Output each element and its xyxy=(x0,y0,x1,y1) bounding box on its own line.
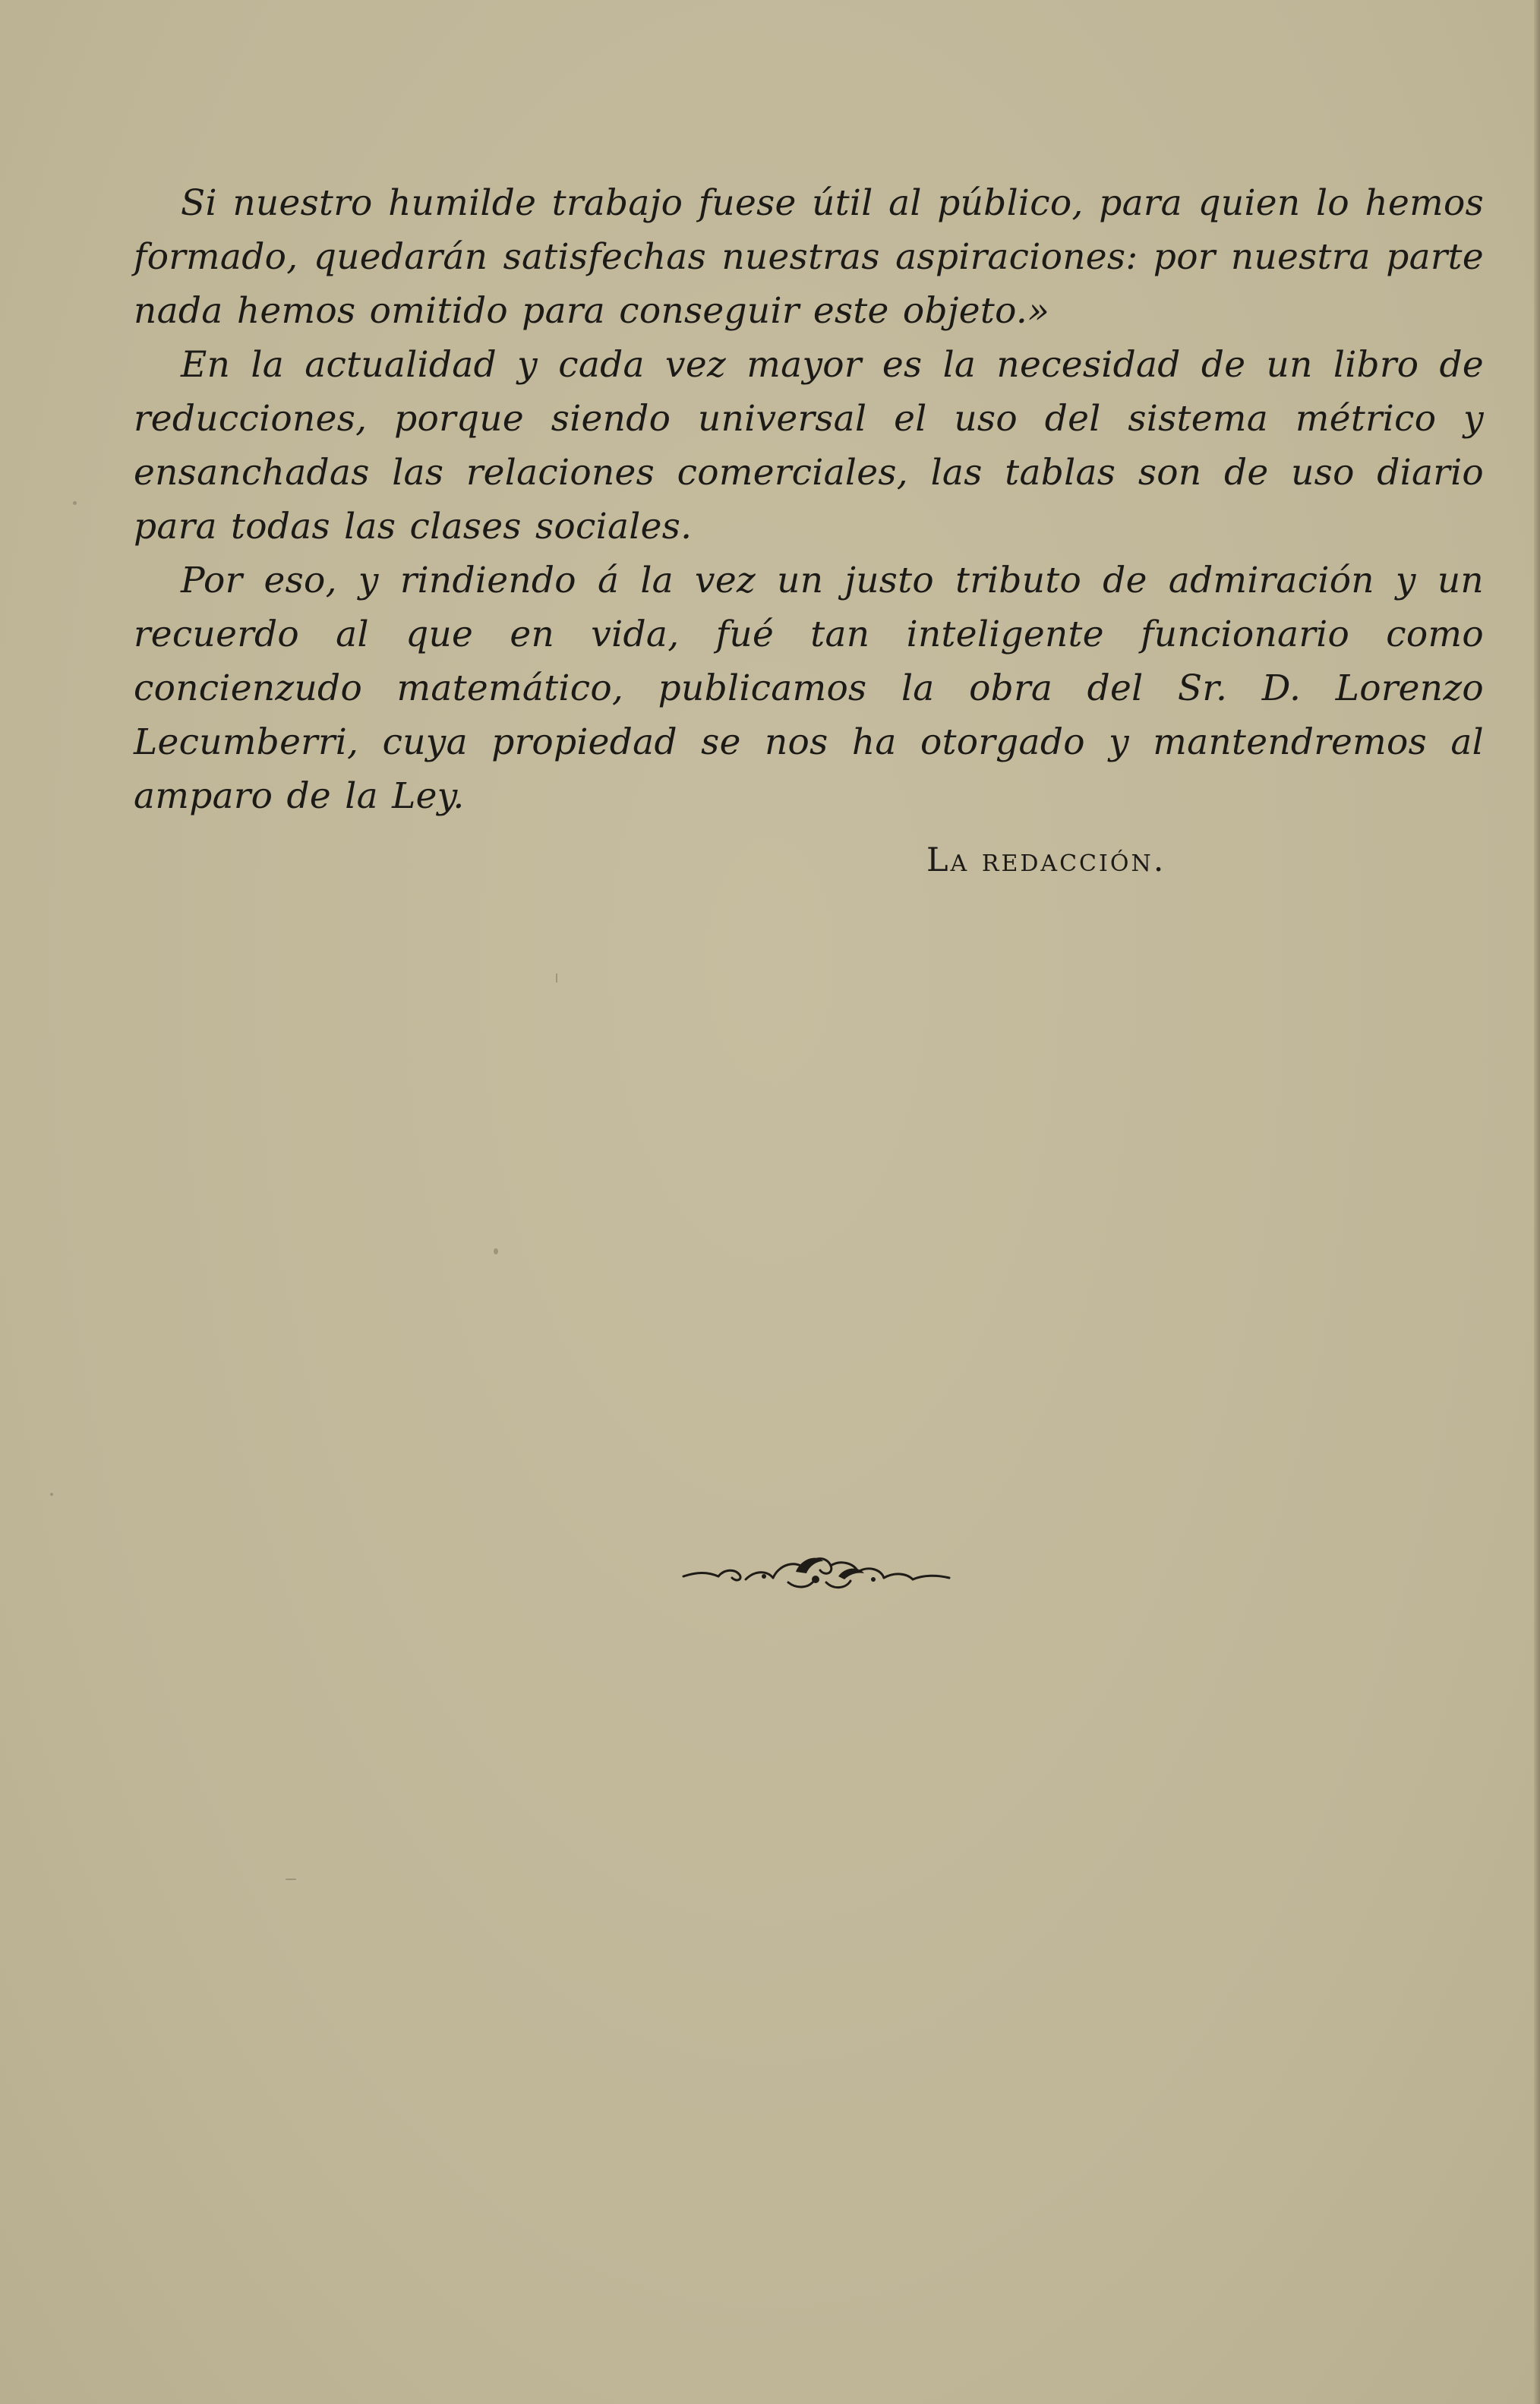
paper-speck xyxy=(73,501,77,505)
paragraph-1: Si nuestro humilde trabajo fuese útil al público, para quien lo hemos formado, quedarán satisfechas nuestras aspiraciones: por nuestra parte nada hemos omitido para conseguir este objeto.» xyxy=(134,182,1484,332)
fleuron-ornament-icon xyxy=(682,1549,952,1595)
paragraph-3: Por eso, y rindiendo á la vez un justo tributo de admiración y un recuerdo al que en vida, fué tan inteligente funcionario como concienzudo matemático, publicamos la obra del Sr. D. Lorenzo Lecumberri, cuya propiedad se nos ha otorgado y mantendremos al amparo de la Ley. xyxy=(134,560,1484,817)
paper-speck xyxy=(286,1879,296,1880)
paper-speck xyxy=(556,973,557,983)
paragraph-2: En la actualidad y cada vez mayor es la necesidad de un libro de reducciones, porque siendo universal el uso del sistema métrico y ensanchadas las relaciones comerciales, las tablas son de uso diario para todas las clases sociales. xyxy=(134,344,1484,547)
paper-speck xyxy=(50,1493,53,1496)
page-edge xyxy=(1534,0,1540,2404)
signature: La redacción. xyxy=(926,841,1166,879)
body-text xyxy=(134,176,1484,823)
paper-speck xyxy=(494,1248,498,1254)
